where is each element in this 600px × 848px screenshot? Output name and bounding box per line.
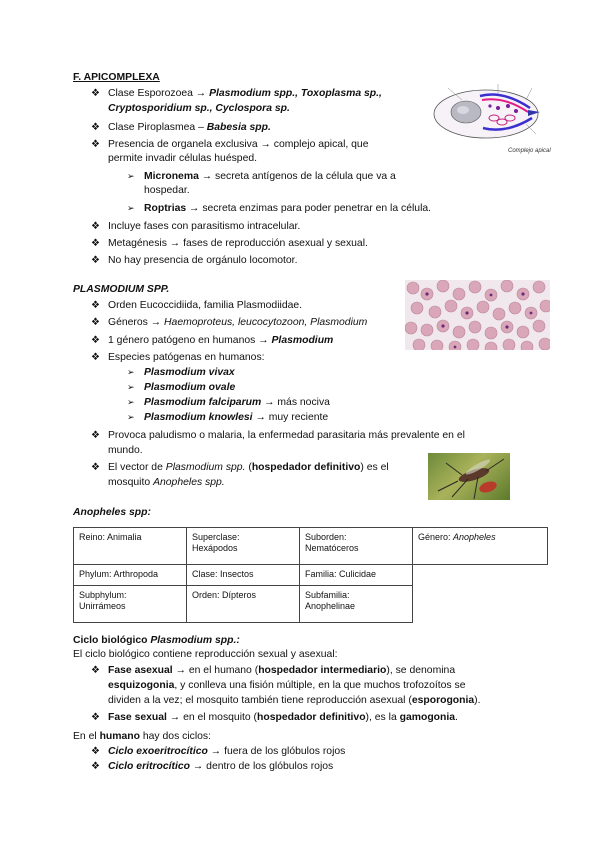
species-item: Plasmodium knowlesi → muy reciente [144, 412, 329, 423]
bullet-icon: ❖ [91, 139, 100, 150]
text-line: esquizogonia, y conlleva una fisión múltiple, en la que muchos trofozoítos se [108, 680, 466, 691]
species-item: Plasmodium ovale [144, 382, 236, 393]
text-line: Ciclo eritrocítico → dentro de los glóbulos rojos [108, 761, 334, 772]
bullet-icon: ❖ [91, 352, 100, 363]
bullet-icon: ❖ [91, 122, 100, 133]
text-line: hospedar. [144, 185, 190, 196]
table-row [74, 528, 548, 565]
taxonomy-table [73, 527, 548, 623]
text-line: dividen a la vez; el mosquito también tiene reproducción asexual (esporogonia). [108, 695, 481, 706]
text-line: Provoca paludismo o malaria, la enfermedad parasitaria más prevalente en el [108, 430, 465, 441]
bullet-icon: ❖ [91, 88, 100, 99]
arrow-bullet-icon: ➢ [127, 367, 135, 377]
text-line: mosquito Anopheles spp. [108, 477, 225, 488]
table-cell: Género: Anopheles [413, 528, 548, 565]
bullet-icon: ❖ [91, 300, 100, 311]
table-cell: Reino: Animalia [74, 528, 187, 565]
text-line: Géneros → Haemoproteus, leucocytozoon, Plasmodium [108, 317, 368, 328]
blood-smear-image [405, 280, 550, 350]
mosquito-image [428, 453, 510, 500]
text-line: Ciclo exoeritrocítico → fuera de los glóbulos rojos [108, 746, 346, 757]
apical-complex-diagram [428, 78, 550, 158]
text-line: Presencia de organela exclusiva → complejo apical, que [108, 139, 369, 150]
arrow-bullet-icon: ➢ [127, 412, 135, 422]
text-line: Especies patógenas en humanos: [108, 352, 265, 363]
text-line: Fase sexual → en el mosquito (hospedador definitivo), es la gamogonia. [108, 712, 458, 723]
arrow-bullet-icon: ➢ [127, 382, 135, 392]
text-line: Clase Esporozoea → Plasmodium spp., Toxoplasma sp., [108, 88, 382, 99]
bullet-icon: ❖ [91, 238, 100, 249]
bullet-icon: ❖ [91, 712, 100, 723]
section-title-apicomplexa: F. APICOMPLEXA [73, 72, 160, 83]
table-row [74, 565, 548, 586]
bullet-icon: ❖ [91, 430, 100, 441]
species-item: Plasmodium falciparum → más nociva [144, 397, 330, 408]
text-line: Clase Piroplasmea – Babesia spp. [108, 122, 271, 133]
table-cell: Subfamilia: Anophelinae [300, 586, 413, 623]
table-cell: Orden: Dípteros [187, 586, 300, 623]
text-line: Orden Eucoccidiida, familia Plasmodiidae. [108, 300, 303, 311]
text-line: Fase asexual → en el humano (hospedador intermediario), se denomina [108, 665, 456, 676]
text-line: El vector de Plasmodium spp. (hospedador definitivo) es el [108, 462, 389, 473]
species-item: Plasmodium vivax [144, 367, 235, 378]
bullet-icon: ❖ [91, 761, 100, 772]
table-row [74, 586, 548, 623]
text-line: Cryptosporidium sp., Cyclospora sp. [108, 103, 290, 114]
text-line: Metagénesis → fases de reproducción asexual y sexual. [108, 238, 368, 249]
arrow-bullet-icon: ➢ [127, 171, 135, 181]
text-line: mundo. [108, 445, 143, 456]
text-line: Roptrias → secreta enzimas para poder penetrar en la célula. [144, 203, 432, 214]
text-line: Incluye fases con parasitismo intracelular. [108, 221, 301, 232]
bullet-icon: ❖ [91, 221, 100, 232]
section-title-plasmodium: PLASMODIUM SPP. [73, 284, 170, 295]
section-title-ciclo: Ciclo biológico Plasmodium spp.: [73, 635, 240, 646]
table-cell: Clase: Insectos [187, 565, 300, 586]
bullet-icon: ❖ [91, 746, 100, 757]
table-cell: Phylum: Arthropoda [74, 565, 187, 586]
section-title-anopheles: Anopheles spp: [73, 507, 151, 518]
arrow-bullet-icon: ➢ [127, 203, 135, 213]
text-line: Micronema → secreta antígenos de la célula que va a [144, 171, 396, 182]
table-cell: Subphylum: Unirrámeos [74, 586, 187, 623]
bullet-icon: ❖ [91, 335, 100, 346]
diagram-caption: Complejo apical [508, 148, 551, 154]
arrow-bullet-icon: ➢ [127, 397, 135, 407]
bullet-icon: ❖ [91, 255, 100, 266]
text-line: El ciclo biológico contiene reproducción sexual y asexual: [73, 649, 338, 660]
text-line: En el humano hay dos ciclos: [73, 731, 212, 742]
bullet-icon: ❖ [91, 665, 100, 676]
table-cell: Superclase: Hexápodos [187, 528, 300, 565]
table-cell: Suborden: Nematóceros [300, 528, 413, 565]
table-cell-empty [413, 565, 548, 586]
bullet-icon: ❖ [91, 317, 100, 328]
text-line: 1 género patógeno en humanos → Plasmodium [108, 335, 334, 346]
table-cell: Familia: Culicidae [300, 565, 413, 586]
text-line: permite invadir células huésped. [108, 153, 258, 164]
text-line: No hay presencia de orgánulo locomotor. [108, 255, 298, 266]
table-cell-empty [413, 586, 548, 623]
bullet-icon: ❖ [91, 462, 100, 473]
